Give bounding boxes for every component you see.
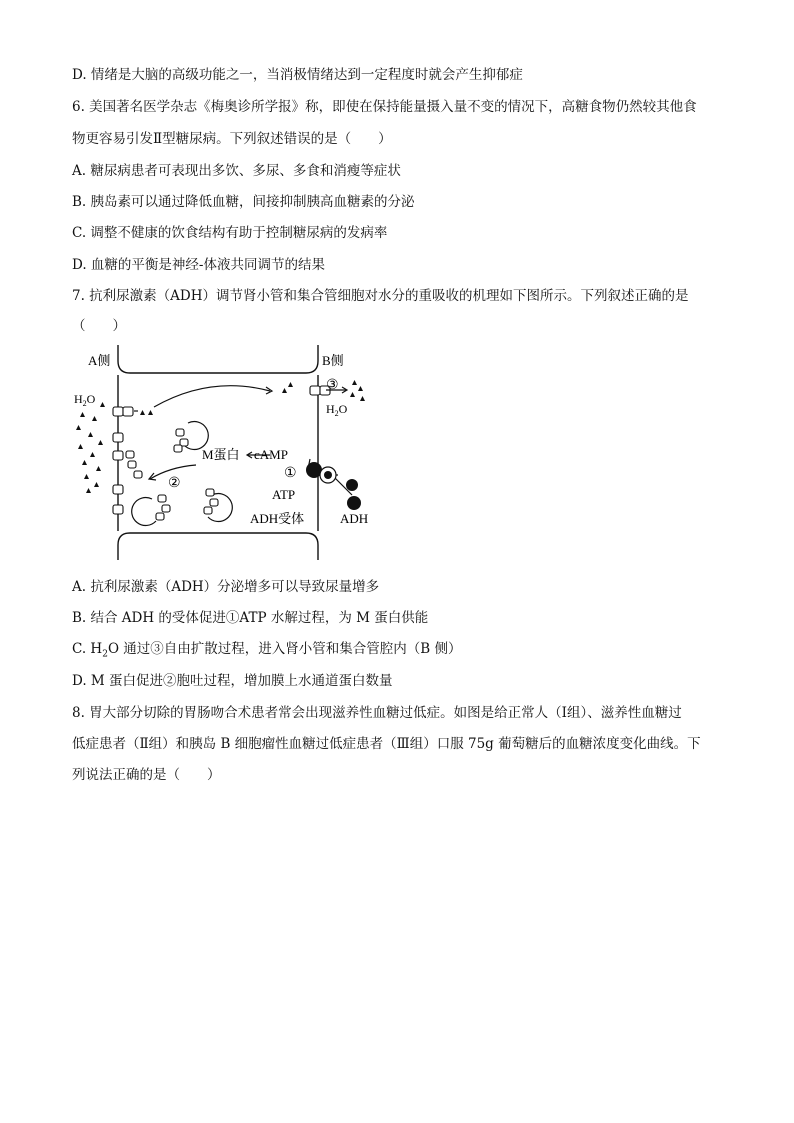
step1-label: ①: [284, 466, 297, 481]
adh-molecule: [347, 496, 361, 510]
q8-stem-line2: 低症患者（Ⅱ组）和胰岛 B 细胞瘤性血糖过低症患者（Ⅲ组）口服 75g 葡萄糖后的血糖浓度变化曲线。下: [72, 736, 701, 752]
h2o-right-label: $H_2O$: [326, 402, 348, 418]
atp-label: ATP: [272, 487, 296, 502]
adh-mechanism-diagram: [70, 345, 390, 560]
q7-stem-line1: 7. 抗利尿激素（ADH）调节肾小管和集合管细胞对水分的重吸收的机理如下图所示。下列叙述正确的是: [72, 288, 689, 304]
adh-receptor-label: ADH受体: [250, 511, 305, 526]
step3-label: ③: [326, 378, 339, 393]
q7-option-c-pre: C. H: [72, 641, 103, 657]
q7-option-c-post: O 通过③自由扩散过程，进入肾小管和集合管腔内（B 侧）: [107, 641, 462, 657]
q7-option-c-sub: 2: [102, 649, 108, 660]
q7-stem-line2: （ ）: [72, 318, 126, 334]
q6-option-a: A. 糖尿病患者可表现出多饮、多尿、多食和消瘦等症状: [72, 163, 401, 179]
side-a-label: A侧: [88, 353, 111, 368]
q7-option-d: D. M 蛋白促进②胞吐过程，增加膜上水通道蛋白数量: [72, 673, 393, 689]
q6-option-d: D. 血糖的平衡是神经-体液共同调节的结果: [72, 257, 325, 273]
q6-stem-line1: 6. 美国著名医学杂志《梅奥诊所学报》称，即使在保持能量摄入量不变的情况下，高糖食物仍然较其他食: [72, 99, 697, 115]
q7-option-b: B. 结合 ADH 的受体促进①ATP 水解过程，为 M 蛋白供能: [72, 610, 429, 626]
h2o-left-label: $H_2O$: [74, 392, 96, 408]
q8-stem-line3: 列说法正确的是（ ）: [72, 767, 221, 783]
q5-option-d: D. 情绪是大脑的高级功能之一，当消极情绪达到一定程度时就会产生抑郁症: [72, 67, 523, 83]
arrows: [134, 386, 352, 495]
adh-label: ADH: [340, 511, 369, 526]
q8-stem-line1: 8. 胃大部分切除的胃肠吻合术患者常会出现滋养性血糖过低症。如图是给正常人（Ⅰ组）、滋养性血糖过: [72, 705, 682, 721]
adh-receptor: [306, 462, 336, 483]
m-protein-label: M蛋白: [202, 447, 240, 462]
q6-stem-line2: 物更容易引发Ⅱ型糖尿病。下列叙述错误的是（ ）: [72, 131, 392, 147]
q7-option-c: [72, 640, 462, 664]
camp-label: cAMP: [254, 447, 288, 462]
vesicles: [132, 422, 233, 526]
q6-option-b: B. 胰岛素可以通过降低血糖，间接抑制胰高血糖素的分泌: [72, 194, 415, 210]
step2-label: ②: [168, 476, 181, 491]
q6-option-c: C. 调整不健康的饮食结构有助于控制糖尿病的发病率: [72, 225, 388, 241]
q7-option-a: A. 抗利尿激素（ADH）分泌增多可以导致尿量增多: [72, 579, 380, 595]
adh-molecule: [346, 479, 358, 491]
side-b-label: B侧: [322, 353, 344, 368]
